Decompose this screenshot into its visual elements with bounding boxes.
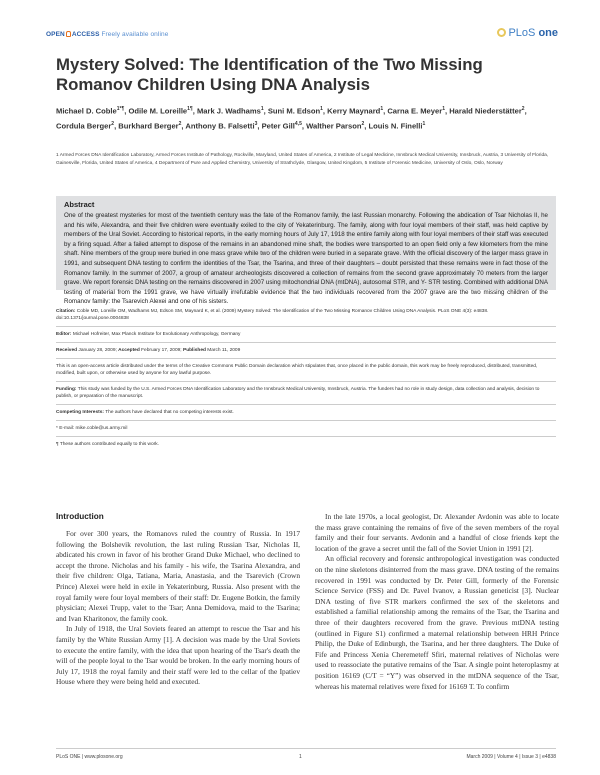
citation-row <box>56 308 556 322</box>
plos-one-logo <box>497 27 558 39</box>
abstract-text: One of the greatest mysteries for most of the twentieth century was the fate of the Romanov family, the last Russian monarchy. Following the abdication of Tsar Nicholas II, he and his wife, Alexandra, and their five children were eventually exiled to the city of Yekaterinburg. The family, along with four loyal members of their staff, was held captive by members of the Ural Soviet. According to historical reports, in the early morning hours of July 17, 1918 the entire family along with four loyal members of their staff was executed by a firing squad. After a failed attempt to dispose of the remains in an abandoned mine shaft, the bodies were transported to an open field only a few kilometers from the mine shaft. Nine members of the group were buried in one mass grave while two of the children were buried in a separate grave. With the official discovery of the larger mass grave in 1991, and subsequent DNA testing to confirm the identities of the Tsar, the Tsarina, and three of their daughters – doubt persisted that these remains were in fact those of the Romanov family. In the summer of 2007, a group of amateur archeologists discovered a collection of remains from the second grave approximately 70 meters from the larger grave. We report forensic DNA testing on the remains discovered in 2007 using mitochondrial DNA (mtDNA), autosomal STR, and Y- STR testing. Combined with additional DNA testing of material from the 1991 grave, we have virtually irrefutable evidence that the two individuals recovered from the 2007 grave are the two missing children of the Romanov family: the Tsarevich Alexei and one of his sisters. <box>64 212 548 306</box>
divider <box>56 358 556 359</box>
divider <box>56 420 556 421</box>
divider <box>56 381 556 382</box>
equal-contribution-note: ¶ These authors contributed equally to this work. <box>56 442 160 447</box>
divider <box>56 404 556 405</box>
funding-label: Funding: <box>56 387 77 392</box>
logo-one: one <box>538 27 558 39</box>
editor-label: Editor: <box>56 332 72 337</box>
abstract-heading: Abstract <box>64 200 95 209</box>
journal-site-link[interactable]: PLoS ONE | www.plosone.org <box>56 754 123 760</box>
page-footer <box>56 748 556 760</box>
open-word: OPEN <box>46 31 65 38</box>
citation-text: Coble MD, Loreille OM, Wadhams MJ, Edson SM, Maynard K, et al. (2009) Mystery Solved: The Identification of the Two Missing Romanov Children Using DNA Analysis. PLoS ONE 4(3): e4838. doi:10.1371/journal.pone.0004838 <box>56 309 489 321</box>
published-label: Published <box>183 348 206 353</box>
published-date: March 11, 2009 <box>207 348 241 353</box>
divider <box>56 326 556 327</box>
divider <box>56 342 556 343</box>
access-word: ACCESS <box>71 31 100 38</box>
freely-available-text: Freely available online <box>101 31 169 38</box>
journal-header <box>46 28 558 46</box>
issue-info: March 2009 | Volume 4 | Issue 3 | e4838 <box>466 754 556 760</box>
plos-bubble-icon <box>497 28 506 37</box>
logo-plos: PLoS <box>508 27 536 39</box>
divider <box>56 436 556 437</box>
author-list: Michael D. Coble$^{1*\P}$, Odile M. Loreille$^{1\P}$, Mark J. Wadhams$^1$, Suni M. Edson$^1$, Kerry Maynard$^1$, Carna E. Meyer$^1$, Harald Niederstätter$^2$, Cordula Berger$^2$, Burkhard Berger$^2$, Anthony B. Falsetti$^3$, Peter Gill$^{4,5}$, Walther Parson$^2$, Louis N. Finelli$^1$ <box>56 106 527 131</box>
competing-label: Competing Interests: <box>56 410 104 415</box>
editor-text: Michael Hofreiter, Max Planck Institute for Evolutionary Anthropology, Germany <box>72 332 241 337</box>
right-column <box>315 512 559 692</box>
intro-left-text <box>56 529 300 688</box>
page-number: 1 <box>299 754 302 760</box>
email-link[interactable]: * E-mail: mike.coble@us.army.mil <box>56 426 128 431</box>
received-date: January 28, 2009; <box>78 348 117 353</box>
open-access-lock-icon <box>66 31 71 37</box>
funding-row <box>56 386 556 400</box>
editor-row <box>56 331 556 338</box>
received-label: Received <box>56 348 78 353</box>
accepted-date: February 17, 2009; <box>141 348 182 353</box>
paragraph: In July of 1918, the Ural Soviets feared an attempt to rescue the Tsar and his family by the White Russian Army [1]. A decision was made by the Ural Soviets to execute the entire family, with the idea that upon hearing of the Tsar's death the will of the people loyal to the Tsar would be broken. In the early morning hours of July 17, 1918 the royal family and their staff were led to the cellar of the Ipatiev House where they were being held and executed. <box>56 624 300 687</box>
open-access-label <box>46 31 168 38</box>
introduction-heading: Introduction <box>56 512 104 521</box>
dates-row <box>56 347 556 354</box>
paragraph: An official recovery and forensic anthropological investigation was conducted on the nine skeletons disinterred from the mass grave. DNA testing of the remains recovered in 1991 was conducted by Dr. Peter Gill, formerly of the Forensic Science Service (FSS) and Dr. Pavel Ivanov, a Russian geneticist [3]. Nuclear DNA testing of five STR markers confirmed the sex of the skeletons and established a familial relationship among the remains of the Tsar, the Tsarina and three of their daughters recovered from the grave. Previous mtDNA testing (outlined in Figure S1) confirmed a maternal relationship between HRH Prince Philip, the Duke of Edinburgh, the Tsarina, and her three daughters. The Duke of Fife and Princess Xenia Cheremeteff Sfiri, maternal relatives of Nicholas were used to reassociate the putative remains of the Tsar. A single point heteroplasmy at position 16169 (C/T = “Y”) was observed in the mtDNA sequence of the Tsar, whereas his maternal relatives were fixed for 16169 T. To confirm <box>315 554 559 691</box>
article-title: Mystery Solved: The Identification of the Two Missing Romanov Children Using DNA Analysis <box>56 55 483 94</box>
paragraph: In the late 1970s, a local geologist, Dr. Alexander Avdonin was able to locate the mass grave containing the remains of five of the seven members of the royal family and their four servants. Avdonin and a handful of close friends kept the location of the grave a secret until the fall of the Soviet Union in 1991 [2]. <box>315 512 559 553</box>
abstract-box <box>56 196 556 306</box>
license-text: This is an open-access article distributed under the terms of the Creative Commons Public Domain declaration which stipulates that, once placed in the public domain, this work may be freely reproduced, distributed, transmitted, modified, built upon, or otherwise used by anyone for any lawful purpose. <box>56 364 538 376</box>
accepted-label: Accepted <box>118 348 140 353</box>
competing-row <box>56 409 556 416</box>
intro-right-text <box>315 512 559 692</box>
left-column <box>56 512 300 688</box>
article-metadata <box>56 308 556 452</box>
affiliations: 1 Armed Forces DNA Identification Laboratory, Armed Forces Institute of Pathology, Rockville, Maryland, United States of America, 2 Institute of Legal Medicine, Innsbruck Medical University, Innsbruck, Austria, 3 University of Florida, Gainesville, Florida, United States of America, 4 Department of Pure and Applied Chemistry, University of Strathclyde, Glasgow, United Kingdom, 5 Institute of Forensic Medicine, University of Oslo, Oslo, Norway <box>56 153 549 166</box>
citation-label: Citation: <box>56 309 76 314</box>
funding-text: This study was funded by the U.S. Armed Forces DNA Identification Laboratory and the Innsbruck Medical University, Innsbruck, Austria. The funders had no role in study design, data collection and analysis, decision to publish, or preparation of the manuscript. <box>56 387 540 399</box>
paragraph: For over 300 years, the Romanovs ruled the country of Russia. In 1917 following the Bolshevik revolution, the last ruling Russian Tsar, Nicholas II, abdicated his crown in favor of his brother Grand Duke Michael, who declined to accept the throne. Nicholas and his family - his wife, the Tsarina Alexandra, and their five children: Olga, Tatiana, Maria, Anastasia, and the Tsarevich (Crown Prince) Alexei were held in exile in Yekaterinburg, Russia. Also present with the royal family were four loyal members of their staff: Dr. Eugene Botkin, the family physician; Alexei Trupp, valet to the Tsar; Anna Demidova, maid to the Tsarina; and Ivan Kharitonov, the family cook. <box>56 529 300 623</box>
competing-text: The authors have declared that no competing interests exist. <box>105 410 234 415</box>
